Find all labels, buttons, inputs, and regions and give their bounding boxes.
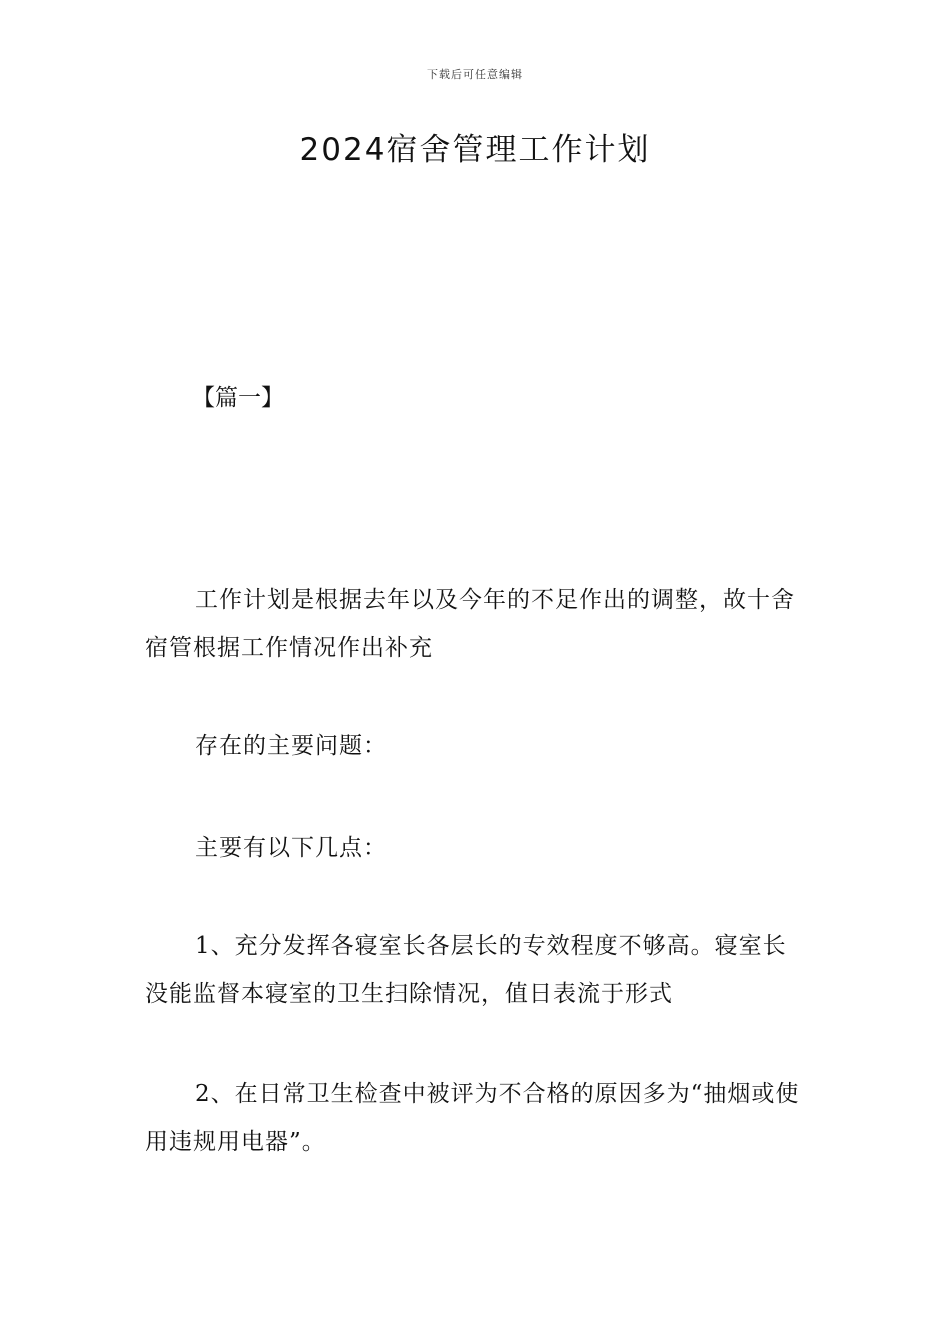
paragraph-point-2: 2、在日常卫生检查中被评为不合格的原因多为“抽烟或使用违规用电器”。 [145, 1081, 800, 1155]
section-heading: 【篇一】 [192, 385, 284, 411]
paragraph-intro: 工作计划是根据去年以及今年的不足作出的调整，故十舍宿管根据工作情况作出补充 [145, 587, 795, 661]
paragraph-points-heading: 主要有以下几点： [195, 835, 387, 861]
paragraph-point-1: 1、充分发挥各寝室长各层长的专效程度不够高。寝室长没能监督本寝室的卫生扫除情况，值日表流于形式 [145, 933, 787, 1007]
header-note: 下载后可任意编辑 [427, 68, 523, 81]
document-title: 2024宿舍管理工作计划 [299, 132, 651, 168]
paragraph-problems-heading: 存在的主要问题： [195, 733, 387, 759]
